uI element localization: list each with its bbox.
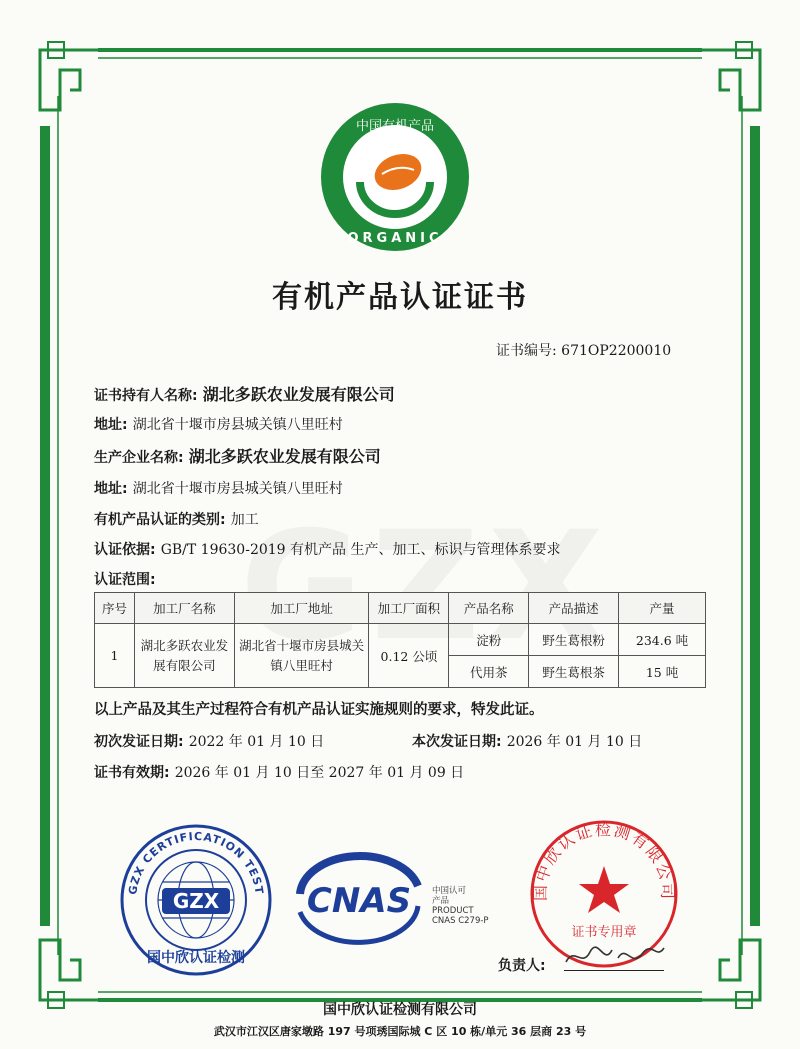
gzx-bottom-text: 国中欣认证检测: [147, 950, 245, 966]
validity-value: 2026 年 01 月 10 日至 2027 年 01 月 09 日: [174, 765, 465, 781]
cell-address: 湖北省十堰市房县城关镇八里旺村: [234, 624, 369, 688]
cell-no: 1: [95, 624, 135, 688]
cnas-logo: [290, 850, 428, 950]
basis-row: [94, 539, 560, 559]
issuer-name: 国中欣认证检测有限公司: [323, 1002, 477, 1018]
organic-logo: [318, 100, 472, 254]
holder-label: 证书持有人名称:: [94, 388, 198, 404]
logo-text-en: ORGANIC: [347, 231, 443, 246]
cnas-mark-text: CNAS: [306, 881, 412, 921]
holder-row: [94, 382, 395, 405]
category-label: 有机产品认证的类别:: [94, 512, 226, 528]
cnas-line-4: CNAS C279-P: [432, 916, 489, 926]
holder-address-row: [94, 414, 343, 434]
handwritten-signature: [560, 940, 670, 972]
cnas-line-2: 产品: [432, 896, 450, 906]
basis-value: GB/T 19630-2019 有机产品 生产、加工、标识与管理体系要求: [160, 542, 561, 558]
producer-value: 湖北多跃农业发展有限公司: [188, 447, 381, 466]
cnas-line-3: PRODUCT: [432, 906, 474, 916]
responsible-label: 负责人:: [498, 958, 546, 974]
cell-factory: 湖北多跃农业发展有限公司: [134, 624, 234, 688]
first-issue-label: 初次发证日期:: [94, 734, 184, 750]
th-yield: 产量: [619, 593, 706, 624]
gzx-ring-text: GZX CERTIFICATION TEST: [126, 829, 266, 896]
producer-row: [94, 444, 381, 467]
cell-area: 0.12 公顷: [369, 624, 449, 688]
certificate-title: 有机产品认证证书: [272, 280, 528, 315]
th-desc: 产品描述: [529, 593, 619, 624]
th-factory: 加工厂名称: [134, 593, 234, 624]
producer-address-value: 湖北省十堰市房县城关镇八里旺村: [132, 481, 343, 497]
cell-yield: 234.6 吨: [619, 624, 706, 656]
cell-desc: 野生葛根粉: [529, 624, 619, 656]
cell-product: 淀粉: [449, 624, 529, 656]
th-product: 产品名称: [449, 593, 529, 624]
this-issue-label: 本次发证日期:: [412, 734, 502, 750]
cell-yield: 15 吨: [619, 656, 706, 688]
compliance-statement: 以上产品及其生产过程符合有机产品认证实施规则的要求，特发此证。: [94, 702, 544, 718]
category-value: 加工: [230, 512, 259, 528]
certificate-number: [496, 340, 671, 360]
seal-center-text: 证书专用章: [571, 925, 637, 940]
cell-product: 代用茶: [449, 656, 529, 688]
gzx-seal: [118, 822, 274, 978]
scope-table: [94, 592, 706, 688]
holder-value: 湖北多跃农业发展有限公司: [202, 385, 395, 404]
validity-label: 证书有效期:: [94, 765, 170, 781]
basis-label: 认证依据:: [94, 542, 156, 558]
producer-address-row: [94, 478, 343, 498]
first-issue-row: [94, 731, 324, 751]
cell-desc: 野生葛根茶: [529, 656, 619, 688]
cnas-line-1: 中国认可: [432, 886, 467, 896]
producer-address-label: 地址:: [94, 481, 128, 497]
th-no: 序号: [95, 593, 135, 624]
holder-address-value: 湖北省十堰市房县城关镇八里旺村: [132, 417, 343, 433]
logo-text-cn: 中国有机产品: [355, 119, 435, 134]
cert-no-label: 证书编号:: [496, 343, 557, 359]
seal-ring-text: 国中欣认证检测有限公司: [530, 819, 678, 902]
gzx-center-text: GZX: [172, 889, 220, 913]
this-issue-row: [412, 731, 642, 751]
cnas-caption: [432, 886, 489, 926]
validity-row: [94, 762, 464, 782]
table-header-row: [95, 593, 706, 624]
producer-label: 生产企业名称:: [94, 450, 184, 466]
table-row: [95, 624, 706, 656]
first-issue-value: 2022 年 01 月 10 日: [188, 734, 325, 750]
holder-address-label: 地址:: [94, 417, 128, 433]
th-area: 加工厂面积: [369, 593, 449, 624]
th-address: 加工厂地址: [234, 593, 369, 624]
issuer-address: 武汉市江汉区唐家墩路 197 号项琇国际城 C 区 10 栋/单元 36 层商 23 号: [213, 1025, 587, 1038]
this-issue-value: 2026 年 01 月 10 日: [506, 734, 643, 750]
cert-no-value: 671OP2200010: [561, 343, 672, 359]
scope-label: 认证范围:: [94, 572, 156, 588]
category-row: [94, 509, 259, 529]
